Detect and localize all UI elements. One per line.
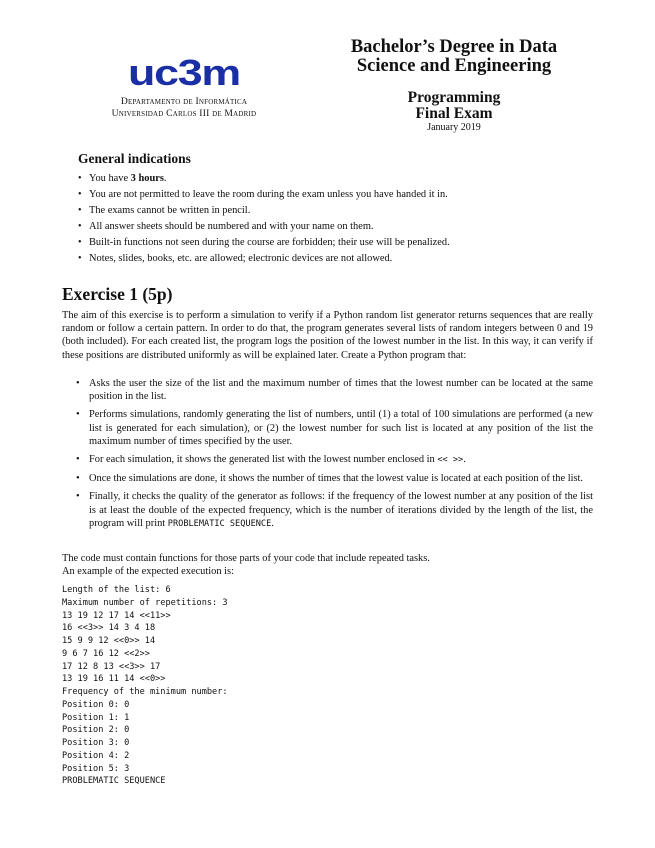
general-indications-list bbox=[78, 171, 450, 267]
code-line: Position 3: 0 bbox=[62, 738, 130, 748]
code-line: 9 6 7 16 12 <<2>> bbox=[62, 648, 150, 659]
example-output bbox=[62, 584, 228, 788]
code-line: 13 19 16 11 14 <<0>> bbox=[62, 674, 166, 685]
svg-text:uc3m: uc3m bbox=[128, 56, 240, 90]
code-line: 16 <<3>> 14 3 4 18 bbox=[62, 623, 156, 634]
code-line: Position 0: 0 bbox=[62, 699, 130, 710]
code-line: 13 19 12 17 14 <<11>> bbox=[62, 610, 171, 621]
code-line: Position 2: 0 bbox=[62, 725, 130, 736]
code-line: Length of the list: 6 bbox=[62, 585, 171, 595]
list-item: • Notes, slides, books, etc. are allowed; electronic devices are not allowed. bbox=[78, 251, 450, 267]
general-indications-title: General indications bbox=[78, 151, 191, 166]
code-line: Position 1: 1 bbox=[62, 712, 130, 723]
list-item: • The exams cannot be written in pencil. bbox=[78, 203, 450, 219]
list-item: • You are not permitted to leave the room during the exam unless you have handed it in. bbox=[78, 187, 450, 203]
department-block bbox=[86, 96, 282, 120]
exercise-closing: The code must contain functions for those parts of your code that include repeated tasks. An example of the expected execution is: bbox=[62, 553, 430, 578]
code-line: Position 5: 3 bbox=[62, 763, 130, 774]
exercise-title: Exercise 1 (5p) bbox=[62, 284, 173, 304]
list-item: • For each simulation, it shows the generated list with the lowest number enclosed in << >>. bbox=[62, 453, 593, 467]
inline-code: << >> bbox=[437, 455, 464, 466]
list-item: • All answer sheets should be numbered and with your name on them. bbox=[78, 219, 450, 235]
code-line: 17 12 8 13 <<3>> 17 bbox=[62, 661, 161, 672]
list-item: • Built-in functions not seen during the course are forbidden; their use will be penalized. bbox=[78, 235, 450, 251]
list-item: • Once the simulations are done, it shows the number of times that the lowest value is located at each position of the list. bbox=[62, 472, 593, 485]
code-line: PROBLEMATIC SEQUENCE bbox=[62, 776, 166, 787]
exercise-requirements-list bbox=[62, 377, 593, 536]
university-name: Universidad Carlos III de Madrid bbox=[111, 108, 257, 119]
code-line: Frequency of the minimum number: bbox=[62, 687, 228, 697]
course-title: Programming Final Exam bbox=[407, 89, 501, 122]
exercise-intro: The aim of this exercise is to perform a simulation to verify if a Python random list generator returns sequences that are really random or follow a certain pattern. In order to do that, the program generates several lists of random integers between 0 and 19 (both included). For each created list, the program logs the position of the lowest number in the list. In this way, it can verify if these positions are distributed uniformly as will be explained later. Create a Python program that: bbox=[62, 310, 593, 361]
code-line: Position 4: 2 bbox=[62, 750, 130, 761]
department-name: Departamento de Informática bbox=[120, 96, 248, 107]
exam-date: January 2019 bbox=[427, 122, 481, 133]
list-item: • Asks the user the size of the list and the maximum number of times that the lowest number can be located at the same position in the list. bbox=[62, 377, 593, 403]
list-item: • You have 3 hours. bbox=[78, 171, 450, 187]
uc3m-logo bbox=[128, 56, 240, 90]
inline-code: PROBLEMATIC SEQUENCE bbox=[167, 518, 272, 529]
code-line: Maximum number of repetitions: 3 bbox=[62, 597, 228, 608]
code-line: 15 9 9 12 <<0>> 14 bbox=[62, 636, 156, 646]
list-item: • Finally, it checks the quality of the generator as follows: if the frequency of the lowest number at any position of the list is at least the double of the expected frequency, which is the number of iterations divided by the length of the list, the program will print PROBLEMATIC SEQUENCE. bbox=[62, 490, 593, 531]
degree-title: Bachelor’s Degree in Data Science and Engineering bbox=[350, 37, 558, 76]
list-item: • Performs simulations, randomly generating the list of numbers, until (1) a total of 100 simulations are performed (a new list is generated for each simulation), or (2) the lowest number for such list is located at any position of the list the maximum number of times specified by the user. bbox=[62, 408, 593, 448]
